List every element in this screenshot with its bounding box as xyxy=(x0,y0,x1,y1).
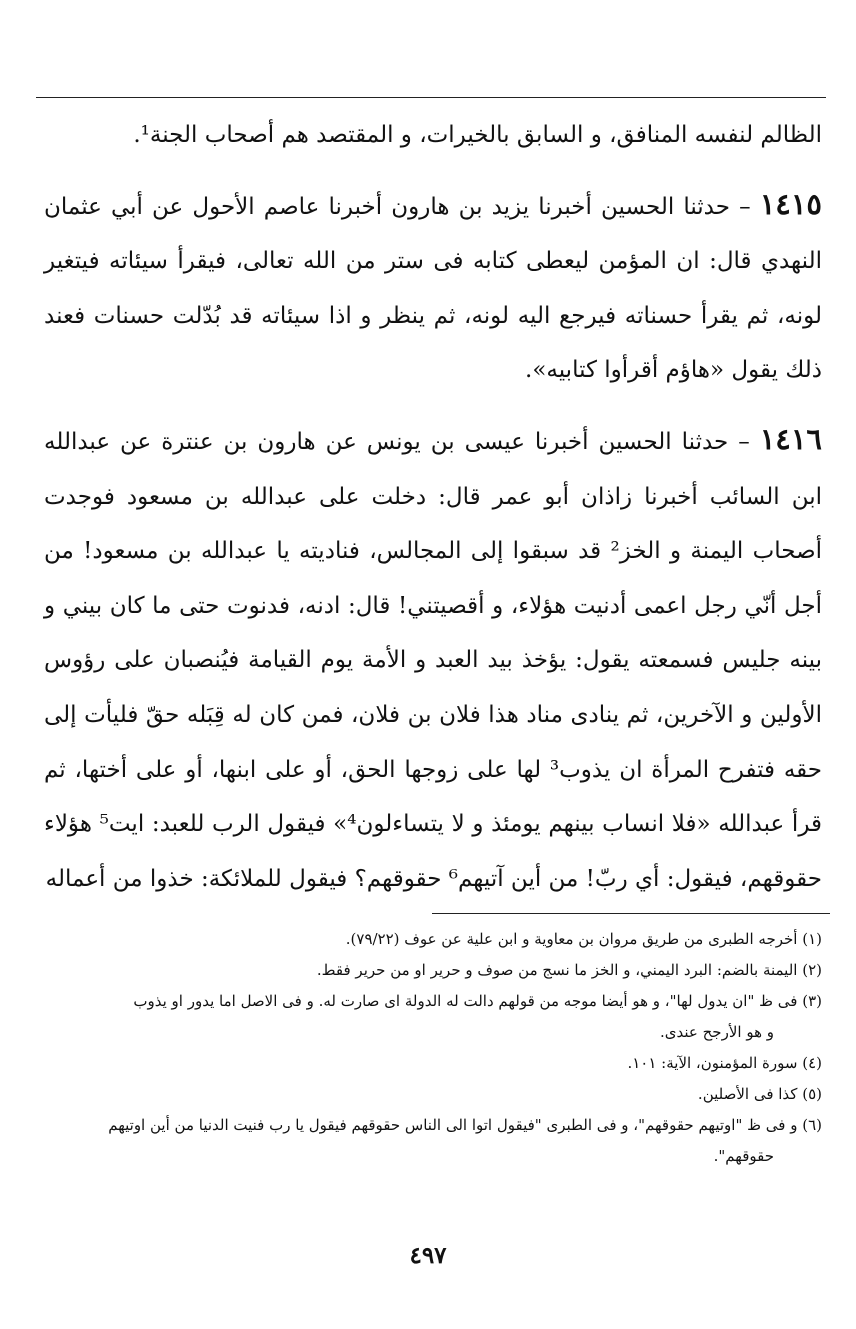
main-text xyxy=(44,108,822,906)
continuation-line: الظالم لنفسه المنافق، و السابق بالخيرات، و المقتصد هم أصحاب الجنة¹. xyxy=(133,122,822,148)
hadith-number: ١٤١٥ xyxy=(759,186,822,221)
footnote-6-continuation: حقوقهم". xyxy=(713,1147,774,1165)
footnote-4: (٤) سورة المؤمنون، الآية: ١٠١. xyxy=(627,1054,822,1072)
footnote-2: (٢) اليمنة بالضم: البرد اليمني، و الخز ما نسج من صوف و حرير او من حرير فقط. xyxy=(316,961,822,979)
hadith-paragraph-1415 xyxy=(44,177,822,398)
hadith-number: ١٤١٦ xyxy=(759,421,822,456)
footnote-6: (٦) و فى ظ "اوتيهم حقوقهم"، و فى الطبرى "فيقول اتوا الى الناس حقوقهم فيقول يا رب فنيت الدنيا من أين اوتيهم xyxy=(108,1116,822,1134)
page-number: ٤٩٧ xyxy=(409,1242,447,1269)
header-rule xyxy=(36,97,826,98)
footnote-rule xyxy=(432,913,830,914)
footnotes xyxy=(44,924,822,1172)
footnote-3: (٣) فى ظ "ان يدول لها"، و هو أيضا موجه من قولهم دالت له الدولة اى صارت له. و فى الاصل اما يدور او يذوب xyxy=(133,992,822,1010)
footnote-1: (١) أخرجه الطبرى من طريق مروان بن معاوية و ابن علية عن عوف (٧٩/٢٢). xyxy=(345,930,822,948)
hadith-text: – حدثنا الحسين أخبرنا عيسى بن يونس عن هارون بن عنترة عن عبدالله ابن السائب أخبرنا زاذان أبو عمر قال: دخلت على عبدالله بن مسعود فوجدت أصحاب اليمنة و الخز² قد سبقوا إلى المجالس، فناديته يا عبدالله بن مسعود! من أجل أنّي رجل اعمى أدنيت هؤلاء، و أقصيتني! قال: ادنه، فدنوت حتى ما كان بيني و بينه جليس فسمعته يقول: يؤخذ بيد العبد و الأمة يوم القيامة فيُنصبان على رؤوس الأولين و الآخرين، ثم ينادى مناد هذا فلان بن فلان، فمن كان له قِبَله حقّ فليأت إلى حقه فتفرح المرأة ان يذوب³ لها على زوجها الحق، أو على ابنها، أو على أختها، ثم قرأ عبدالله «فلا انساب بينهم يومئذ و لا يتساءلون⁴» فيقول الرب للعبد: ايت⁵ هؤلاء حقوقهم، فيقول: أي ربّ! من أين آتيهم⁶ حقوقهم؟ فيقول للملائكة: خذوا من أعماله xyxy=(44,428,823,892)
footnote-5: (٥) كذا فى الأصلين. xyxy=(697,1085,822,1103)
footnote-3-continuation: و هو الأرجح عندى. xyxy=(660,1023,774,1041)
hadith-text: – حدثنا الحسين أخبرنا يزيد بن هارون أخبرنا عاصم الأحول عن أبي عثمان النهدي قال: ان المؤمن ليعطى كتابه فى ستر من الله تعالى، فيقرأ سيئاته فيتغير لونه، ثم يقرأ حسناته فيرجع اليه لونه، ثم ينظر و اذا سيئاته قد بُدّلت حسنات فعند ذلك يقول «هاؤم أقرأوا كتابيه». xyxy=(44,193,822,384)
hadith-paragraph-1416 xyxy=(44,412,822,906)
